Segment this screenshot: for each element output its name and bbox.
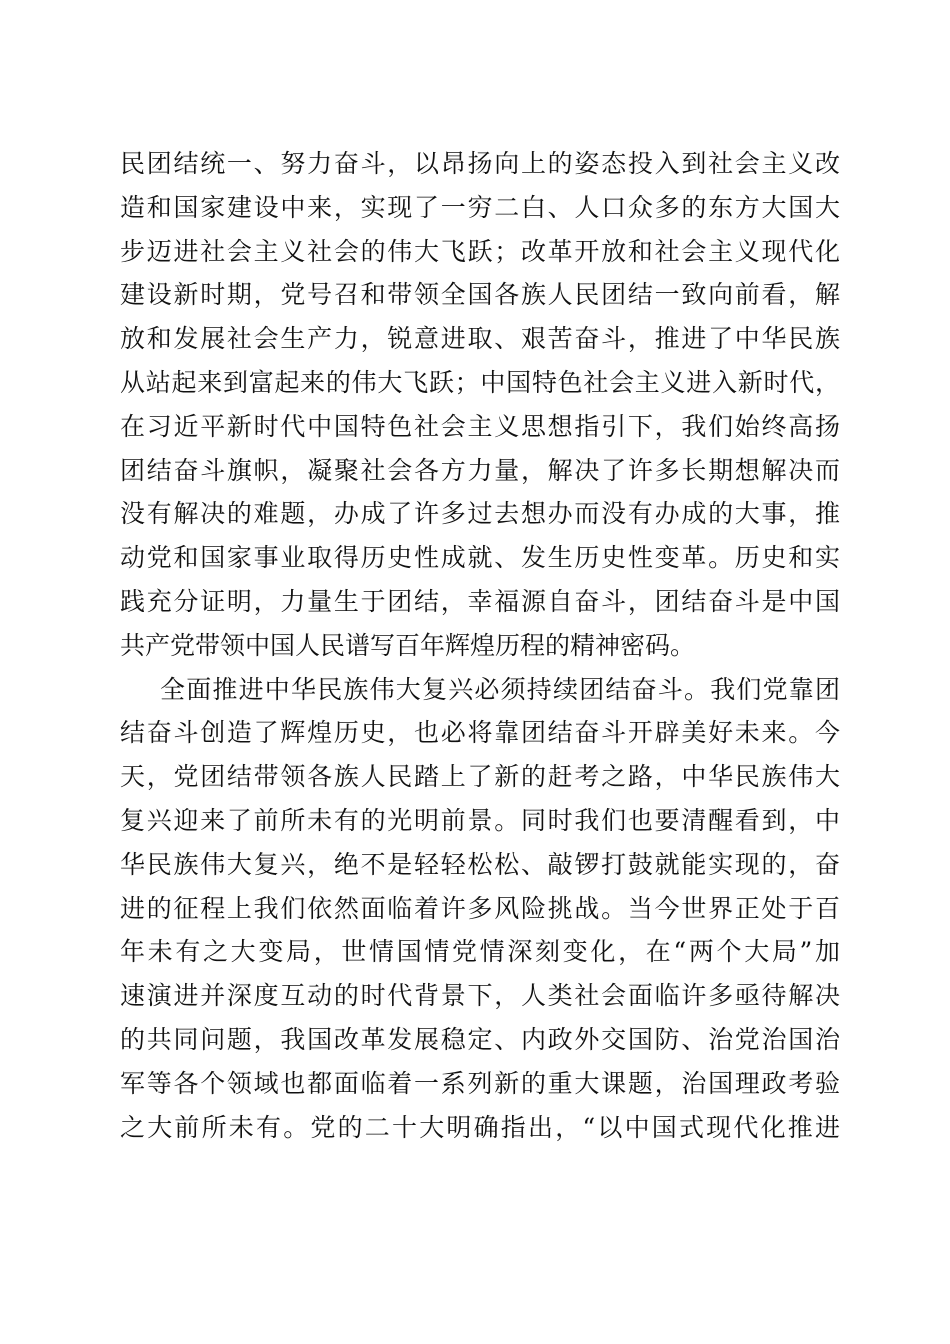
paragraph-2-line-7: 年未有之大变局，世情国情党情深刻变化，在“两个大局”加 — [120, 937, 840, 967]
paragraph-1-line-12: 共产党带领中国人民谱写百年辉煌历程的精神密码。 — [120, 630, 696, 660]
paragraph-1-line-3: 步迈进社会主义社会的伟大飞跃；改革开放和社会主义现代化 — [120, 236, 840, 266]
paragraph-1-line-7: 在习近平新时代中国特色社会主义思想指引下，我们始终高扬 — [120, 411, 840, 441]
paragraph-2-line-8: 速演进并深度互动的时代背景下，人类社会面临许多亟待解决 — [120, 981, 840, 1011]
paragraph-1-line-5: 放和发展社会生产力，锐意进取、艰苦奋斗，推进了中华民族 — [120, 324, 840, 354]
paragraph-2-line-4: 复兴迎来了前所未有的光明前景。同时我们也要清醒看到，中 — [120, 805, 840, 835]
paragraph-2-line-3: 天，党团结带领各族人民踏上了新的赶考之路，中华民族伟大 — [120, 762, 840, 792]
paragraph-1-line-6: 从站起来到富起来的伟大飞跃；中国特色社会主义进入新时代， — [120, 367, 840, 397]
paragraph-1-line-11: 践充分证明，力量生于团结，幸福源自奋斗，团结奋斗是中国 — [120, 586, 840, 616]
paragraph-1-line-10: 动党和国家事业取得历史性成就、发生历史性变革。历史和实 — [120, 543, 840, 573]
paragraph-2-line-1: 全面推进中华民族伟大复兴必须持续团结奋斗。我们党靠团 — [160, 674, 840, 704]
paragraph-2-line-9: 的共同问题，我国改革发展稳定、内政外交国防、治党治国治 — [120, 1024, 840, 1054]
paragraph-1-line-8: 团结奋斗旗帜，凝聚社会各方力量，解决了许多长期想解决而 — [120, 455, 840, 485]
paragraph-2-line-10: 军等各个领域也都面临着一系列新的重大课题，治国理政考验 — [120, 1068, 840, 1098]
paragraph-1-line-9: 没有解决的难题，办成了许多过去想办而没有办成的大事，推 — [120, 499, 840, 529]
paragraph-2-line-5: 华民族伟大复兴，绝不是轻轻松松、敲锣打鼓就能实现的，奋 — [120, 849, 840, 879]
paragraph-1-line-2: 造和国家建设中来，实现了一穷二白、人口众多的东方大国大 — [120, 192, 840, 222]
paragraph-1-line-4: 建设新时期，党号召和带领全国各族人民团结一致向前看，解 — [120, 280, 840, 310]
body-text — [120, 142, 840, 1149]
paragraph-2-line-6: 进的征程上我们依然面临着许多风险挑战。当今世界正处于百 — [120, 893, 840, 923]
paragraph-2-line-2: 结奋斗创造了辉煌历史，也必将靠团结奋斗开辟美好未来。今 — [120, 718, 840, 748]
paragraph-2-line-11: 之大前所未有。党的二十大明确指出，“以中国式现代化推进 — [120, 1112, 840, 1142]
paragraph-1-line-1: 民团结统一、努力奋斗，以昂扬向上的姿态投入到社会主义改 — [120, 149, 840, 178]
